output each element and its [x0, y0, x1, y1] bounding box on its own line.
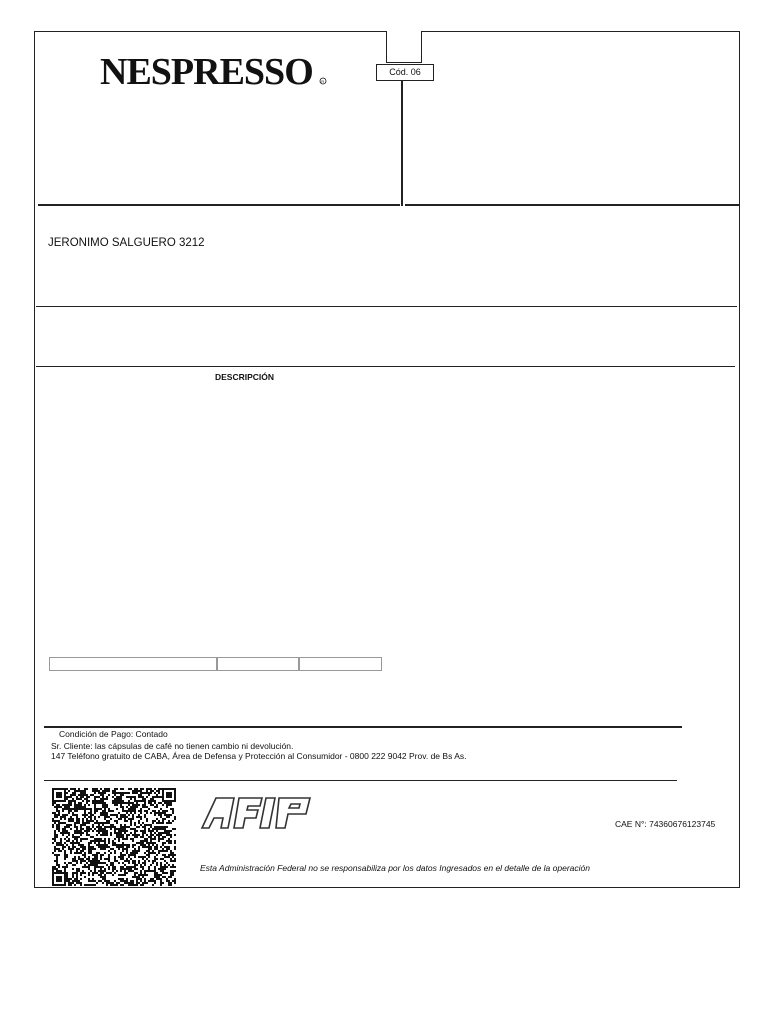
header-divider-left [38, 204, 400, 206]
totals-cell-3 [299, 657, 382, 671]
afip-disclaimer: Esta Administración Federal no se responsabiliza por los datos Ingresados en el detalle de la operación [200, 863, 590, 873]
items-divider [36, 366, 735, 367]
brand-text: NESPRESSO [100, 51, 313, 93]
consumer-protection-line: 147 Teléfono gratuito de CABA, Área de Defensa y Protección al Consumidor - 0800 222 9042 Prov. de Bs As. [51, 751, 467, 761]
header-divider-vertical [401, 80, 403, 206]
client-address: JERONIMO SALGUERO 3212 [48, 237, 205, 249]
invoice-code-label: Cód. 06 [376, 64, 434, 81]
qr-code [52, 788, 176, 886]
footer-divider-top [44, 726, 682, 728]
nespresso-logo [100, 48, 330, 96]
description-column-header: DESCRIPCIÓN [215, 372, 275, 382]
payment-condition: Condición de Pago: Contado [59, 729, 168, 739]
invoice-type-box [386, 31, 422, 63]
totals-cell-1 [49, 657, 217, 671]
footer-divider-bottom [44, 780, 677, 781]
client-divider [36, 306, 737, 307]
header-divider-right [405, 204, 740, 206]
svg-text:R: R [321, 79, 325, 84]
afip-logo [200, 796, 318, 830]
cae-number: CAE N°: 74360676123745 [615, 819, 716, 829]
totals-cell-2 [217, 657, 299, 671]
customer-notice: Sr. Cliente: las cápsulas de café no tienen cambio ni devolución. [51, 741, 294, 751]
afip-label: AFIP [200, 796, 203, 797]
